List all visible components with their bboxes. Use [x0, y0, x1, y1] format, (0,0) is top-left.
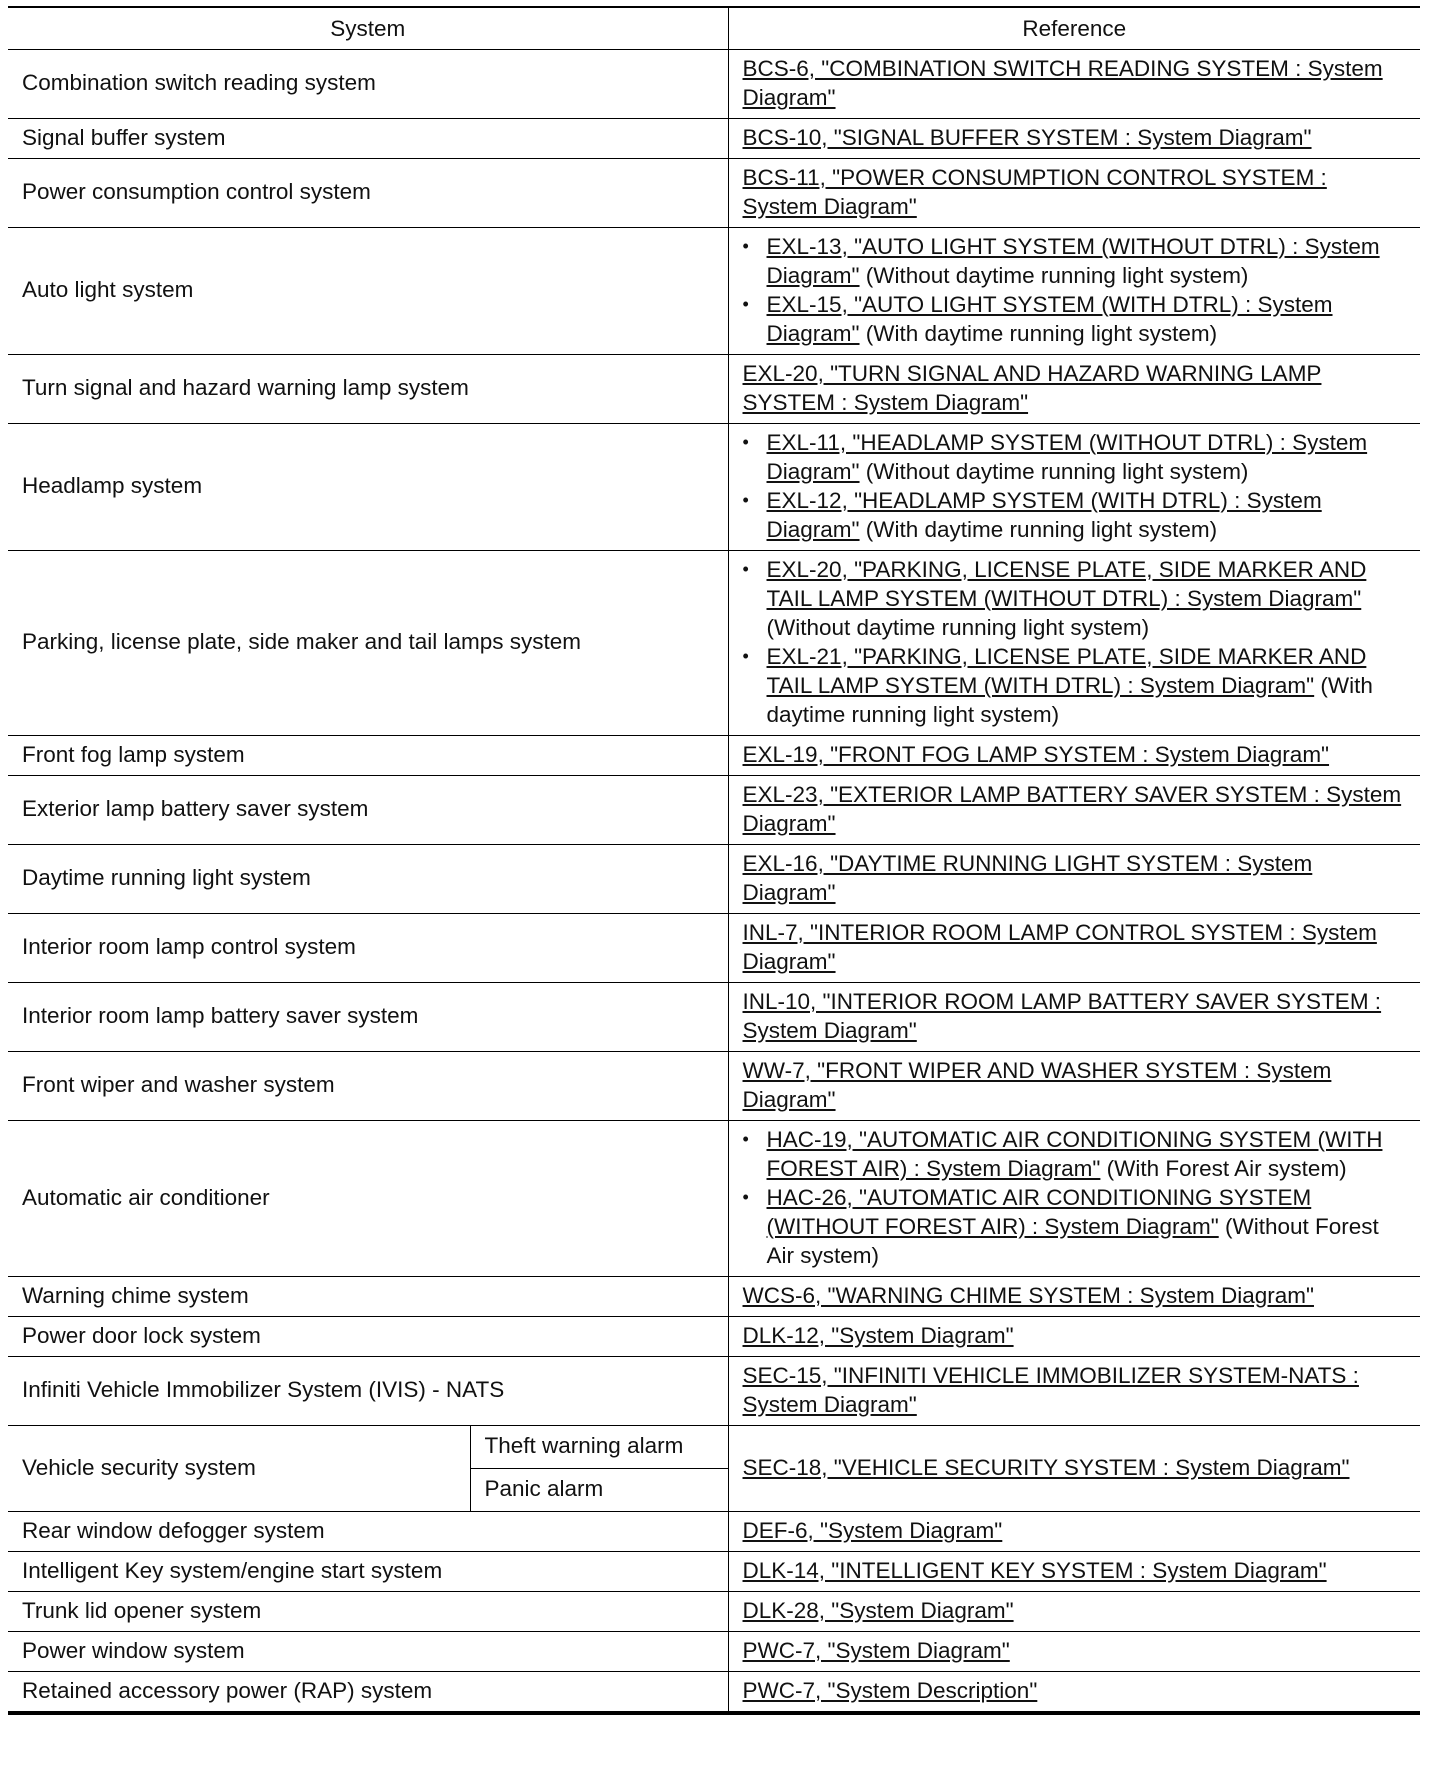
reference-cell — [728, 158, 1420, 227]
sub-system-name: Theft warning alarm — [470, 1425, 728, 1468]
reference-link[interactable]: WW-7, "FRONT WIPER AND WASHER SYSTEM : System Diagram" — [742, 1057, 1332, 1112]
reference-cell — [728, 735, 1420, 775]
reference-cell — [728, 775, 1420, 844]
reference-cell — [728, 844, 1420, 913]
reference-note: (With Forest Air system) — [1100, 1155, 1347, 1181]
system-name: Automatic air conditioner — [8, 1120, 728, 1276]
table-body — [8, 49, 1420, 1425]
reference-link[interactable]: WCS-6, "WARNING CHIME SYSTEM : System Diagram" — [742, 1282, 1314, 1308]
reference-cell — [728, 1051, 1420, 1120]
security-rows — [8, 1425, 1420, 1511]
table-row — [8, 775, 1420, 844]
reference-list-item — [743, 1125, 1407, 1183]
system-name: Exterior lamp battery saver system — [8, 775, 728, 844]
reference-cell — [728, 1671, 1420, 1713]
system-name: Headlamp system — [8, 423, 728, 550]
reference-column-header: Reference — [728, 7, 1420, 49]
reference-list — [743, 1125, 1407, 1270]
reference-link[interactable]: BCS-10, "SIGNAL BUFFER SYSTEM : System Diagram" — [742, 124, 1312, 150]
table-body — [8, 1511, 1420, 1713]
system-column-header: System — [8, 7, 728, 49]
reference-link[interactable]: EXL-19, "FRONT FOG LAMP SYSTEM : System Diagram" — [742, 741, 1330, 767]
reference-link[interactable]: DLK-28, "System Diagram" — [742, 1597, 1014, 1623]
table-row — [8, 118, 1420, 158]
reference-link[interactable]: EXL-15, "AUTO LIGHT SYSTEM (WITH DTRL) : System Diagram" — [766, 291, 1333, 346]
reference-cell — [728, 1120, 1420, 1276]
reference-cell — [728, 423, 1420, 550]
reference-link[interactable]: INL-7, "INTERIOR ROOM LAMP CONTROL SYSTEM : System Diagram" — [742, 919, 1377, 974]
reference-cell — [728, 913, 1420, 982]
system-name: Combination switch reading system — [8, 49, 728, 118]
reference-table — [8, 6, 1420, 1715]
system-name: Infiniti Vehicle Immobilizer System (IVIS) - NATS — [8, 1356, 728, 1425]
system-name: Front fog lamp system — [8, 735, 728, 775]
table-row — [8, 1551, 1420, 1591]
reference-link[interactable]: BCS-6, "COMBINATION SWITCH READING SYSTEM : System Diagram" — [742, 55, 1383, 110]
table-row — [8, 844, 1420, 913]
table-row — [8, 354, 1420, 423]
reference-link[interactable]: EXL-21, "PARKING, LICENSE PLATE, SIDE MARKER AND TAIL LAMP SYSTEM (WITH DTRL) : System Diagram" — [766, 643, 1367, 698]
reference-link[interactable]: HAC-26, "AUTOMATIC AIR CONDITIONING SYSTEM (WITHOUT FOREST AIR) : System Diagram" — [766, 1184, 1312, 1239]
reference-link[interactable]: SEC-15, "INFINITI VEHICLE IMMOBILIZER SYSTEM-NATS : System Diagram" — [742, 1362, 1359, 1417]
reference-link[interactable]: HAC-19, "AUTOMATIC AIR CONDITIONING SYSTEM (WITH FOREST AIR) : System Diagram" — [766, 1126, 1383, 1181]
reference-note: (Without daytime running light system) — [766, 614, 1150, 640]
reference-list-item — [743, 290, 1407, 348]
table-row — [8, 550, 1420, 735]
reference-cell — [728, 227, 1420, 354]
table-row — [8, 1120, 1420, 1276]
reference-link[interactable]: EXL-12, "HEADLAMP SYSTEM (WITH DTRL) : System Diagram" — [766, 487, 1322, 542]
table-row — [8, 1511, 1420, 1551]
reference-cell — [728, 1356, 1420, 1425]
table-row — [8, 982, 1420, 1051]
reference-link[interactable]: PWC-7, "System Diagram" — [742, 1637, 1010, 1663]
reference-link[interactable]: EXL-16, "DAYTIME RUNNING LIGHT SYSTEM : System Diagram" — [742, 850, 1313, 905]
system-name: Interior room lamp battery saver system — [8, 982, 728, 1051]
sub-system-name: Panic alarm — [470, 1468, 728, 1511]
system-name: Vehicle security system — [8, 1425, 470, 1511]
reference-link[interactable]: INL-10, "INTERIOR ROOM LAMP BATTERY SAVER SYSTEM : System Diagram" — [742, 988, 1382, 1043]
reference-note: (With daytime running light system) — [859, 320, 1218, 346]
table-row — [8, 49, 1420, 118]
system-name: Signal buffer system — [8, 118, 728, 158]
reference-note: (With daytime running light system) — [766, 672, 1373, 727]
reference-cell — [728, 982, 1420, 1051]
reference-list-item — [743, 642, 1407, 729]
reference-cell — [728, 550, 1420, 735]
reference-cell — [728, 1551, 1420, 1591]
table-row — [8, 913, 1420, 982]
table-row — [8, 1316, 1420, 1356]
reference-cell — [728, 118, 1420, 158]
system-name: Interior room lamp control system — [8, 913, 728, 982]
table-row — [8, 423, 1420, 550]
reference-link[interactable]: EXL-23, "EXTERIOR LAMP BATTERY SAVER SYSTEM : System Diagram" — [742, 781, 1402, 836]
reference-list-item — [743, 232, 1407, 290]
table-row — [8, 1356, 1420, 1425]
reference-list-item — [743, 486, 1407, 544]
reference-cell — [728, 1276, 1420, 1316]
reference-cell — [728, 1511, 1420, 1551]
system-name: Parking, license plate, side maker and tail lamps system — [8, 550, 728, 735]
system-name: Rear window defogger system — [8, 1511, 728, 1551]
reference-link[interactable]: DLK-14, "INTELLIGENT KEY SYSTEM : System Diagram" — [742, 1557, 1327, 1583]
reference-cell — [728, 1631, 1420, 1671]
reference-note: (Without daytime running light system) — [859, 262, 1249, 288]
system-name: Warning chime system — [8, 1276, 728, 1316]
table-row — [8, 1591, 1420, 1631]
reference-link[interactable]: EXL-13, "AUTO LIGHT SYSTEM (WITHOUT DTRL) : System Diagram" — [766, 233, 1380, 288]
reference-list — [743, 428, 1407, 544]
system-name: Intelligent Key system/engine start system — [8, 1551, 728, 1591]
system-name: Retained accessory power (RAP) system — [8, 1671, 728, 1713]
reference-list-item — [743, 428, 1407, 486]
reference-cell — [728, 1591, 1420, 1631]
reference-cell — [728, 1425, 1420, 1511]
reference-cell — [728, 354, 1420, 423]
reference-link[interactable]: BCS-11, "POWER CONSUMPTION CONTROL SYSTEM : System Diagram" — [742, 164, 1327, 219]
reference-link[interactable]: EXL-20, "PARKING, LICENSE PLATE, SIDE MARKER AND TAIL LAMP SYSTEM (WITHOUT DTRL) : System Diagram" — [766, 556, 1367, 611]
reference-cell — [728, 1316, 1420, 1356]
reference-list-item — [743, 555, 1407, 642]
reference-list-item — [743, 1183, 1407, 1270]
table-row — [8, 1631, 1420, 1671]
system-name: Trunk lid opener system — [8, 1591, 728, 1631]
system-name: Turn signal and hazard warning lamp system — [8, 354, 728, 423]
table-row — [8, 735, 1420, 775]
reference-link[interactable]: DLK-12, "System Diagram" — [742, 1322, 1014, 1348]
table-row — [8, 1671, 1420, 1713]
table-row — [8, 227, 1420, 354]
reference-link[interactable]: EXL-11, "HEADLAMP SYSTEM (WITHOUT DTRL) : System Diagram" — [766, 429, 1368, 484]
system-name: Front wiper and washer system — [8, 1051, 728, 1120]
table-row — [8, 1276, 1420, 1316]
reference-list — [743, 232, 1407, 348]
reference-link[interactable]: SEC-18, "VEHICLE SECURITY SYSTEM : System Diagram" — [742, 1454, 1350, 1480]
table-row — [8, 158, 1420, 227]
system-name: Power window system — [8, 1631, 728, 1671]
reference-note: (With daytime running light system) — [859, 516, 1218, 542]
table-row — [8, 1051, 1420, 1120]
system-name: Daytime running light system — [8, 844, 728, 913]
reference-link[interactable]: PWC-7, "System Description" — [742, 1677, 1038, 1703]
header-row — [8, 7, 1420, 49]
reference-list — [743, 555, 1407, 729]
reference-link[interactable]: DEF-6, "System Diagram" — [742, 1517, 1003, 1543]
system-name: Auto light system — [8, 227, 728, 354]
reference-note: (Without Forest Air system) — [766, 1213, 1379, 1268]
reference-cell — [728, 49, 1420, 118]
system-name: Power consumption control system — [8, 158, 728, 227]
reference-note: (Without daytime running light system) — [859, 458, 1249, 484]
table-row — [8, 1425, 1420, 1468]
system-name: Power door lock system — [8, 1316, 728, 1356]
reference-link[interactable]: EXL-20, "TURN SIGNAL AND HAZARD WARNING LAMP SYSTEM : System Diagram" — [742, 360, 1322, 415]
